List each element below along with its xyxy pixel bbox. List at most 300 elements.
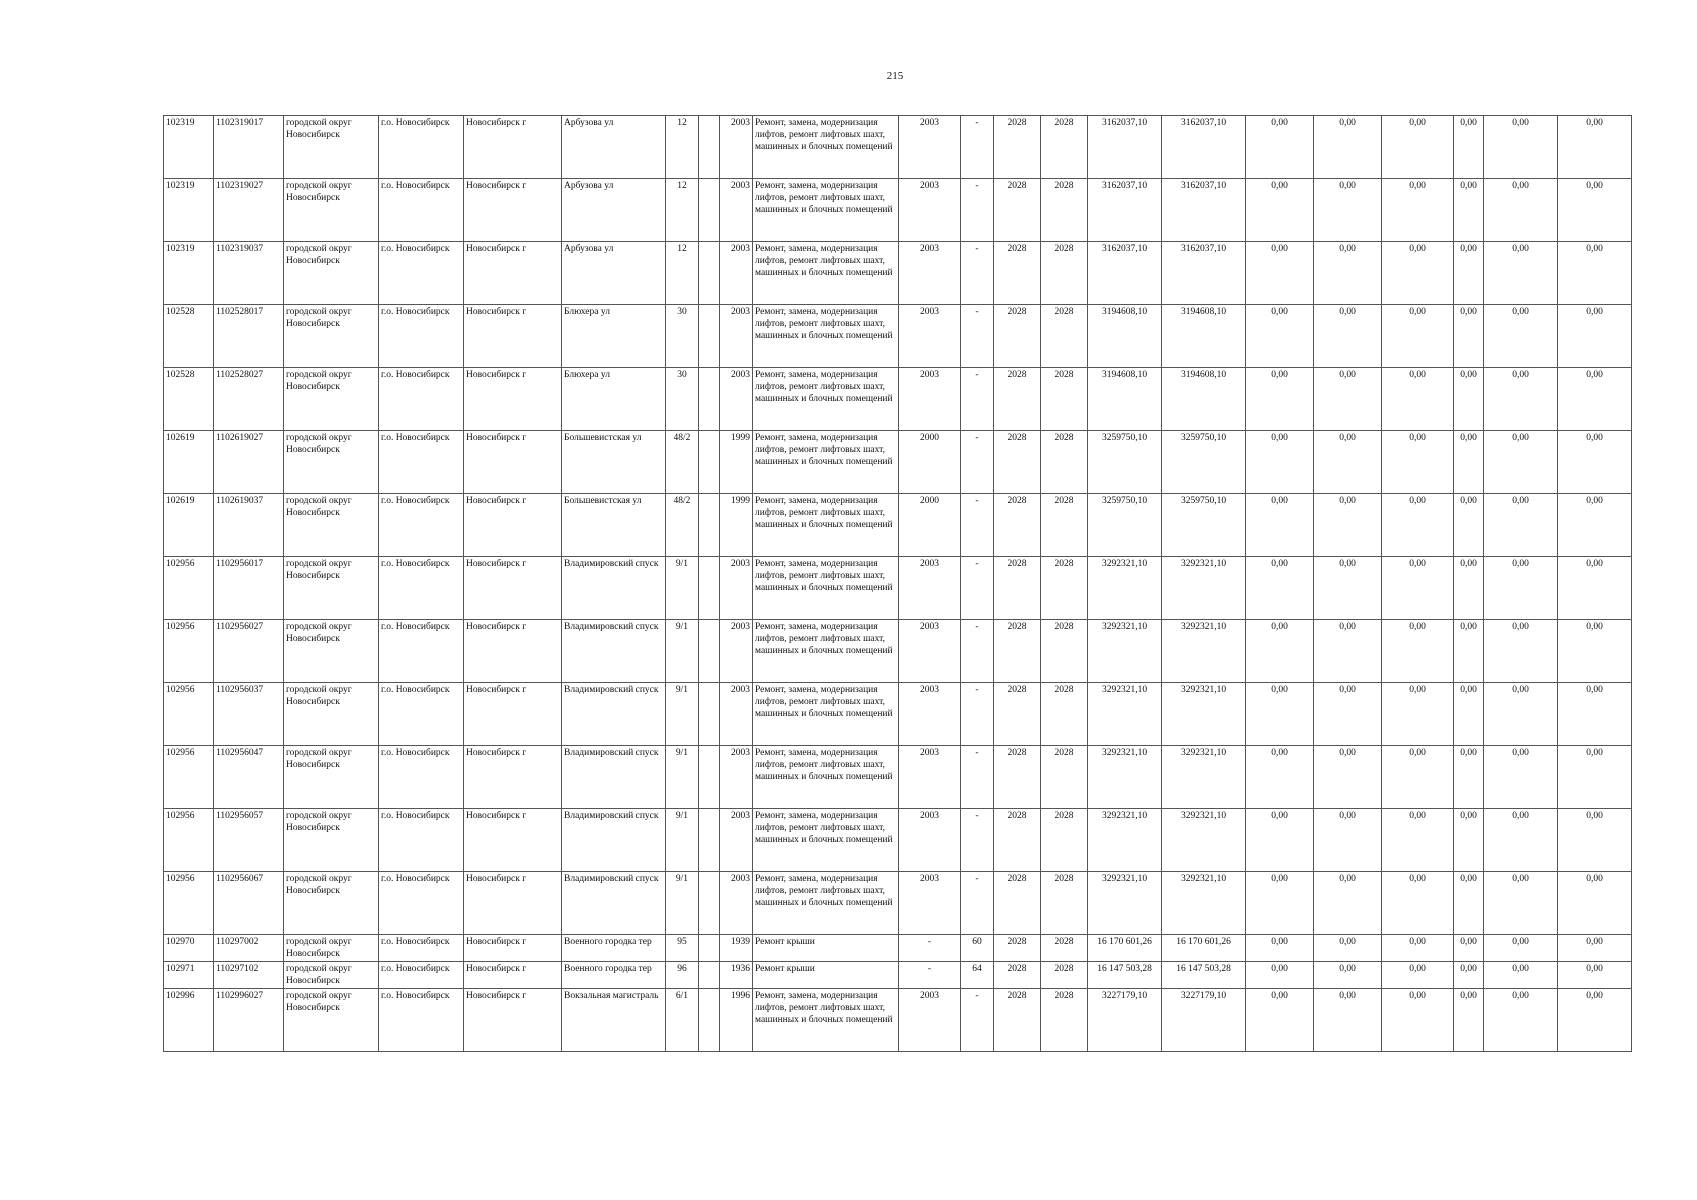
value-3-cell: 0,00 <box>1382 620 1454 683</box>
value-3-cell: 0,00 <box>1382 305 1454 368</box>
cost-total-cell: 3259750,10 <box>1088 431 1162 494</box>
city-cell: Новосибирск г <box>464 989 562 1052</box>
plan-start-year-cell: 2028 <box>994 746 1041 809</box>
value-3-cell: 0,00 <box>1382 242 1454 305</box>
cost-total-cell: 3194608,10 <box>1088 305 1162 368</box>
cost-fund-cell: 3194608,10 <box>1162 305 1246 368</box>
value-5-cell: 0,00 <box>1484 935 1558 962</box>
program-code-cell: 110297102 <box>214 962 284 989</box>
value-1-cell: 0,00 <box>1246 989 1314 1052</box>
cost-total-cell: 16 170 601,26 <box>1088 935 1162 962</box>
city-cell: Новосибирск г <box>464 368 562 431</box>
year-built-cell: 2003 <box>720 305 753 368</box>
city-cell: Новосибирск г <box>464 809 562 872</box>
street-cell: Владимировский спуск <box>562 809 666 872</box>
cost-fund-cell: 3292321,10 <box>1162 620 1246 683</box>
value-6-cell: 0,00 <box>1558 179 1632 242</box>
value-3-cell: 0,00 <box>1382 368 1454 431</box>
value-6-cell: 0,00 <box>1558 242 1632 305</box>
plan-end-year-cell: 2028 <box>1041 431 1088 494</box>
street-cell: Арбузова ул <box>562 116 666 179</box>
cost-total-cell: 3292321,10 <box>1088 872 1162 935</box>
plan-end-year-cell: 2028 <box>1041 179 1088 242</box>
city-cell: Новосибирск г <box>464 431 562 494</box>
object-id-cell: 102619 <box>164 431 214 494</box>
wear-percent-cell: - <box>961 494 994 557</box>
table-row <box>164 962 1632 989</box>
value-3-cell: 0,00 <box>1382 746 1454 809</box>
cost-total-cell: 3292321,10 <box>1088 620 1162 683</box>
cost-fund-cell: 3292321,10 <box>1162 557 1246 620</box>
table-row <box>164 494 1632 557</box>
plan-end-year-cell: 2028 <box>1041 620 1088 683</box>
street-cell: Арбузова ул <box>562 179 666 242</box>
work-year-cell: 2003 <box>899 557 961 620</box>
value-4-cell: 0,00 <box>1454 683 1484 746</box>
district-cell: городской округ Новосибирск <box>284 179 379 242</box>
municipality-cell: г.о. Новосибирск <box>379 809 464 872</box>
value-3-cell: 0,00 <box>1382 116 1454 179</box>
wear-percent-cell: - <box>961 746 994 809</box>
municipality-cell: г.о. Новосибирск <box>379 116 464 179</box>
municipality-cell: г.о. Новосибирск <box>379 179 464 242</box>
work-year-cell: 2003 <box>899 179 961 242</box>
object-id-cell: 102319 <box>164 116 214 179</box>
work-type-cell: Ремонт, замена, модернизация лифтов, ремонт лифтовых шахт, машинных и блочных помещений <box>753 431 899 494</box>
value-2-cell: 0,00 <box>1314 746 1382 809</box>
value-1-cell: 0,00 <box>1246 494 1314 557</box>
work-type-cell: Ремонт, замена, модернизация лифтов, ремонт лифтовых шахт, машинных и блочных помещений <box>753 809 899 872</box>
plan-start-year-cell: 2028 <box>994 809 1041 872</box>
district-cell: городской округ Новосибирск <box>284 368 379 431</box>
year-built-cell: 2003 <box>720 116 753 179</box>
cost-total-cell: 3162037,10 <box>1088 242 1162 305</box>
plan-start-year-cell: 2028 <box>994 305 1041 368</box>
value-3-cell: 0,00 <box>1382 989 1454 1052</box>
value-6-cell: 0,00 <box>1558 494 1632 557</box>
plan-start-year-cell: 2028 <box>994 872 1041 935</box>
house-number-cell: 9/1 <box>666 557 699 620</box>
wear-percent-cell: - <box>961 683 994 746</box>
work-type-cell: Ремонт, замена, модернизация лифтов, ремонт лифтовых шахт, машинных и блочных помещений <box>753 620 899 683</box>
program-code-cell: 1102956027 <box>214 620 284 683</box>
table-row <box>164 305 1632 368</box>
object-id-cell: 102956 <box>164 557 214 620</box>
year-built-cell: 1999 <box>720 494 753 557</box>
district-cell: городской округ Новосибирск <box>284 962 379 989</box>
cost-fund-cell: 3292321,10 <box>1162 809 1246 872</box>
house-number-cell: 95 <box>666 935 699 962</box>
street-cell: Военного городка тер <box>562 935 666 962</box>
value-6-cell: 0,00 <box>1558 962 1632 989</box>
value-2-cell: 0,00 <box>1314 962 1382 989</box>
plan-start-year-cell: 2028 <box>994 935 1041 962</box>
value-2-cell: 0,00 <box>1314 557 1382 620</box>
value-1-cell: 0,00 <box>1246 368 1314 431</box>
city-cell: Новосибирск г <box>464 683 562 746</box>
object-id-cell: 102619 <box>164 494 214 557</box>
year-built-cell: 2003 <box>720 368 753 431</box>
cost-total-cell: 3162037,10 <box>1088 179 1162 242</box>
value-6-cell: 0,00 <box>1558 116 1632 179</box>
plan-end-year-cell: 2028 <box>1041 557 1088 620</box>
district-cell: городской округ Новосибирск <box>284 242 379 305</box>
object-id-cell: 102956 <box>164 746 214 809</box>
table-row <box>164 116 1632 179</box>
cost-total-cell: 3292321,10 <box>1088 809 1162 872</box>
object-id-cell: 102971 <box>164 962 214 989</box>
cost-fund-cell: 3292321,10 <box>1162 872 1246 935</box>
work-year-cell: 2003 <box>899 872 961 935</box>
value-2-cell: 0,00 <box>1314 116 1382 179</box>
year-built-cell: 2003 <box>720 557 753 620</box>
plan-end-year-cell: 2028 <box>1041 962 1088 989</box>
value-6-cell: 0,00 <box>1558 809 1632 872</box>
municipality-cell: г.о. Новосибирск <box>379 872 464 935</box>
cost-total-cell: 3292321,10 <box>1088 557 1162 620</box>
table-row <box>164 989 1632 1052</box>
house-number-cell: 48/2 <box>666 494 699 557</box>
cost-total-cell: 3292321,10 <box>1088 683 1162 746</box>
value-5-cell: 0,00 <box>1484 872 1558 935</box>
municipality-cell: г.о. Новосибирск <box>379 620 464 683</box>
plan-end-year-cell: 2028 <box>1041 305 1088 368</box>
value-1-cell: 0,00 <box>1246 872 1314 935</box>
value-3-cell: 0,00 <box>1382 683 1454 746</box>
house-number-cell: 30 <box>666 305 699 368</box>
cost-fund-cell: 3227179,10 <box>1162 989 1246 1052</box>
work-year-cell: 2003 <box>899 809 961 872</box>
value-4-cell: 0,00 <box>1454 368 1484 431</box>
house-number-cell: 9/1 <box>666 872 699 935</box>
cost-total-cell: 3259750,10 <box>1088 494 1162 557</box>
street-cell: Владимировский спуск <box>562 620 666 683</box>
city-cell: Новосибирск г <box>464 746 562 809</box>
building-cell <box>699 683 720 746</box>
value-3-cell: 0,00 <box>1382 179 1454 242</box>
value-2-cell: 0,00 <box>1314 935 1382 962</box>
work-type-cell: Ремонт, замена, модернизация лифтов, ремонт лифтовых шахт, машинных и блочных помещений <box>753 305 899 368</box>
program-code-cell: 110297002 <box>214 935 284 962</box>
program-code-cell: 1102956037 <box>214 683 284 746</box>
district-cell: городской округ Новосибирск <box>284 935 379 962</box>
municipality-cell: г.о. Новосибирск <box>379 242 464 305</box>
object-id-cell: 102956 <box>164 683 214 746</box>
house-number-cell: 96 <box>666 962 699 989</box>
cost-total-cell: 3194608,10 <box>1088 368 1162 431</box>
cost-fund-cell: 16 170 601,26 <box>1162 935 1246 962</box>
value-1-cell: 0,00 <box>1246 431 1314 494</box>
object-id-cell: 102528 <box>164 305 214 368</box>
program-code-cell: 1102619037 <box>214 494 284 557</box>
value-5-cell: 0,00 <box>1484 179 1558 242</box>
cost-fund-cell: 3259750,10 <box>1162 431 1246 494</box>
cost-fund-cell: 3194608,10 <box>1162 368 1246 431</box>
value-4-cell: 0,00 <box>1454 431 1484 494</box>
value-2-cell: 0,00 <box>1314 305 1382 368</box>
plan-start-year-cell: 2028 <box>994 557 1041 620</box>
wear-percent-cell: - <box>961 557 994 620</box>
value-6-cell: 0,00 <box>1558 368 1632 431</box>
wear-percent-cell: - <box>961 989 994 1052</box>
building-cell <box>699 368 720 431</box>
value-5-cell: 0,00 <box>1484 242 1558 305</box>
value-3-cell: 0,00 <box>1382 809 1454 872</box>
plan-end-year-cell: 2028 <box>1041 935 1088 962</box>
plan-start-year-cell: 2028 <box>994 989 1041 1052</box>
work-type-cell: Ремонт крыши <box>753 962 899 989</box>
work-year-cell: 2003 <box>899 746 961 809</box>
program-code-cell: 1102619027 <box>214 431 284 494</box>
cost-fund-cell: 3292321,10 <box>1162 746 1246 809</box>
plan-start-year-cell: 2028 <box>994 494 1041 557</box>
street-cell: Владимировский спуск <box>562 557 666 620</box>
table-row <box>164 242 1632 305</box>
municipality-cell: г.о. Новосибирск <box>379 494 464 557</box>
value-5-cell: 0,00 <box>1484 962 1558 989</box>
street-cell: Владимировский спуск <box>562 872 666 935</box>
value-6-cell: 0,00 <box>1558 746 1632 809</box>
value-5-cell: 0,00 <box>1484 746 1558 809</box>
cost-total-cell: 3162037,10 <box>1088 116 1162 179</box>
wear-percent-cell: - <box>961 431 994 494</box>
work-type-cell: Ремонт, замена, модернизация лифтов, ремонт лифтовых шахт, машинных и блочных помещений <box>753 116 899 179</box>
value-5-cell: 0,00 <box>1484 431 1558 494</box>
city-cell: Новосибирск г <box>464 935 562 962</box>
work-type-cell: Ремонт, замена, модернизация лифтов, ремонт лифтовых шахт, машинных и блочных помещений <box>753 989 899 1052</box>
value-2-cell: 0,00 <box>1314 620 1382 683</box>
district-cell: городской округ Новосибирск <box>284 494 379 557</box>
work-type-cell: Ремонт, замена, модернизация лифтов, ремонт лифтовых шахт, машинных и блочных помещений <box>753 179 899 242</box>
plan-end-year-cell: 2028 <box>1041 746 1088 809</box>
object-id-cell: 102996 <box>164 989 214 1052</box>
value-2-cell: 0,00 <box>1314 431 1382 494</box>
value-6-cell: 0,00 <box>1558 989 1632 1052</box>
program-code-cell: 1102956017 <box>214 557 284 620</box>
street-cell: Военного городка тер <box>562 962 666 989</box>
house-number-cell: 12 <box>666 179 699 242</box>
cost-fund-cell: 3162037,10 <box>1162 179 1246 242</box>
municipality-cell: г.о. Новосибирск <box>379 557 464 620</box>
year-built-cell: 2003 <box>720 179 753 242</box>
city-cell: Новосибирск г <box>464 620 562 683</box>
wear-percent-cell: - <box>961 368 994 431</box>
wear-percent-cell: - <box>961 872 994 935</box>
value-2-cell: 0,00 <box>1314 179 1382 242</box>
city-cell: Новосибирск г <box>464 962 562 989</box>
table-row <box>164 620 1632 683</box>
program-code-cell: 1102956047 <box>214 746 284 809</box>
work-year-cell: 2003 <box>899 620 961 683</box>
value-3-cell: 0,00 <box>1382 494 1454 557</box>
value-6-cell: 0,00 <box>1558 305 1632 368</box>
value-4-cell: 0,00 <box>1454 620 1484 683</box>
house-number-cell: 9/1 <box>666 620 699 683</box>
page-number: 215 <box>886 70 904 82</box>
building-cell <box>699 935 720 962</box>
city-cell: Новосибирск г <box>464 872 562 935</box>
work-year-cell: - <box>899 935 961 962</box>
table-row <box>164 179 1632 242</box>
district-cell: городской округ Новосибирск <box>284 872 379 935</box>
table-row <box>164 368 1632 431</box>
wear-percent-cell: - <box>961 242 994 305</box>
building-cell <box>699 746 720 809</box>
value-6-cell: 0,00 <box>1558 620 1632 683</box>
street-cell: Владимировский спуск <box>562 746 666 809</box>
value-5-cell: 0,00 <box>1484 557 1558 620</box>
work-year-cell: 2003 <box>899 989 961 1052</box>
street-cell: Арбузова ул <box>562 242 666 305</box>
house-number-cell: 12 <box>666 242 699 305</box>
work-type-cell: Ремонт, замена, модернизация лифтов, ремонт лифтовых шахт, машинных и блочных помещений <box>753 368 899 431</box>
value-3-cell: 0,00 <box>1382 935 1454 962</box>
work-type-cell: Ремонт, замена, модернизация лифтов, ремонт лифтовых шахт, машинных и блочных помещений <box>753 683 899 746</box>
value-4-cell: 0,00 <box>1454 179 1484 242</box>
value-4-cell: 0,00 <box>1454 305 1484 368</box>
value-2-cell: 0,00 <box>1314 494 1382 557</box>
plan-end-year-cell: 2028 <box>1041 368 1088 431</box>
cost-fund-cell: 3259750,10 <box>1162 494 1246 557</box>
district-cell: городской округ Новосибирск <box>284 989 379 1052</box>
value-1-cell: 0,00 <box>1246 116 1314 179</box>
municipality-cell: г.о. Новосибирск <box>379 368 464 431</box>
year-built-cell: 2003 <box>720 683 753 746</box>
value-2-cell: 0,00 <box>1314 242 1382 305</box>
value-1-cell: 0,00 <box>1246 935 1314 962</box>
value-4-cell: 0,00 <box>1454 746 1484 809</box>
value-5-cell: 0,00 <box>1484 116 1558 179</box>
street-cell: Большевистская ул <box>562 494 666 557</box>
work-year-cell: 2000 <box>899 494 961 557</box>
municipality-cell: г.о. Новосибирск <box>379 989 464 1052</box>
value-3-cell: 0,00 <box>1382 431 1454 494</box>
cost-fund-cell: 3292321,10 <box>1162 683 1246 746</box>
value-6-cell: 0,00 <box>1558 557 1632 620</box>
table-row <box>164 683 1632 746</box>
cost-total-cell: 3227179,10 <box>1088 989 1162 1052</box>
value-1-cell: 0,00 <box>1246 683 1314 746</box>
street-cell: Большевистская ул <box>562 431 666 494</box>
value-4-cell: 0,00 <box>1454 494 1484 557</box>
city-cell: Новосибирск г <box>464 116 562 179</box>
work-year-cell: 2000 <box>899 431 961 494</box>
plan-start-year-cell: 2028 <box>994 116 1041 179</box>
municipality-cell: г.о. Новосибирск <box>379 935 464 962</box>
value-1-cell: 0,00 <box>1246 962 1314 989</box>
city-cell: Новосибирск г <box>464 494 562 557</box>
work-year-cell: - <box>899 962 961 989</box>
value-1-cell: 0,00 <box>1246 242 1314 305</box>
wear-percent-cell: 64 <box>961 962 994 989</box>
wear-percent-cell: - <box>961 116 994 179</box>
building-cell <box>699 431 720 494</box>
value-6-cell: 0,00 <box>1558 935 1632 962</box>
value-1-cell: 0,00 <box>1246 809 1314 872</box>
municipality-cell: г.о. Новосибирск <box>379 746 464 809</box>
value-1-cell: 0,00 <box>1246 305 1314 368</box>
program-code-cell: 1102956067 <box>214 872 284 935</box>
cost-total-cell: 16 147 503,28 <box>1088 962 1162 989</box>
value-4-cell: 0,00 <box>1454 962 1484 989</box>
value-4-cell: 0,00 <box>1454 989 1484 1052</box>
cost-fund-cell: 3162037,10 <box>1162 242 1246 305</box>
table-row <box>164 935 1632 962</box>
object-id-cell: 102319 <box>164 242 214 305</box>
value-6-cell: 0,00 <box>1558 431 1632 494</box>
year-built-cell: 2003 <box>720 620 753 683</box>
municipality-cell: г.о. Новосибирск <box>379 305 464 368</box>
work-year-cell: 2003 <box>899 683 961 746</box>
city-cell: Новосибирск г <box>464 242 562 305</box>
plan-end-year-cell: 2028 <box>1041 989 1088 1052</box>
cost-fund-cell: 3162037,10 <box>1162 116 1246 179</box>
object-id-cell: 102970 <box>164 935 214 962</box>
program-code-cell: 1102528017 <box>214 305 284 368</box>
table-row <box>164 431 1632 494</box>
value-1-cell: 0,00 <box>1246 620 1314 683</box>
value-3-cell: 0,00 <box>1382 872 1454 935</box>
building-cell <box>699 989 720 1052</box>
year-built-cell: 1936 <box>720 962 753 989</box>
house-number-cell: 9/1 <box>666 746 699 809</box>
work-type-cell: Ремонт, замена, модернизация лифтов, ремонт лифтовых шахт, машинных и блочных помещений <box>753 242 899 305</box>
plan-end-year-cell: 2028 <box>1041 872 1088 935</box>
value-2-cell: 0,00 <box>1314 368 1382 431</box>
program-code-cell: 1102528027 <box>214 368 284 431</box>
capital-repair-register-table <box>163 115 1632 1052</box>
object-id-cell: 102319 <box>164 179 214 242</box>
city-cell: Новосибирск г <box>464 557 562 620</box>
year-built-cell: 2003 <box>720 242 753 305</box>
year-built-cell: 2003 <box>720 746 753 809</box>
value-5-cell: 0,00 <box>1484 809 1558 872</box>
plan-start-year-cell: 2028 <box>994 242 1041 305</box>
municipality-cell: г.о. Новосибирск <box>379 962 464 989</box>
value-3-cell: 0,00 <box>1382 962 1454 989</box>
value-6-cell: 0,00 <box>1558 872 1632 935</box>
plan-start-year-cell: 2028 <box>994 620 1041 683</box>
object-id-cell: 102956 <box>164 872 214 935</box>
value-5-cell: 0,00 <box>1484 620 1558 683</box>
table-row <box>164 872 1632 935</box>
plan-end-year-cell: 2028 <box>1041 494 1088 557</box>
value-4-cell: 0,00 <box>1454 809 1484 872</box>
plan-start-year-cell: 2028 <box>994 179 1041 242</box>
house-number-cell: 9/1 <box>666 809 699 872</box>
house-number-cell: 48/2 <box>666 431 699 494</box>
building-cell <box>699 872 720 935</box>
value-6-cell: 0,00 <box>1558 683 1632 746</box>
building-cell <box>699 242 720 305</box>
year-built-cell: 1939 <box>720 935 753 962</box>
building-cell <box>699 809 720 872</box>
building-cell <box>699 962 720 989</box>
district-cell: городской округ Новосибирск <box>284 809 379 872</box>
building-cell <box>699 305 720 368</box>
object-id-cell: 102956 <box>164 809 214 872</box>
program-code-cell: 1102319027 <box>214 179 284 242</box>
building-cell <box>699 179 720 242</box>
value-4-cell: 0,00 <box>1454 242 1484 305</box>
program-code-cell: 1102996027 <box>214 989 284 1052</box>
object-id-cell: 102528 <box>164 368 214 431</box>
table-row <box>164 557 1632 620</box>
district-cell: городской округ Новосибирск <box>284 746 379 809</box>
building-cell <box>699 116 720 179</box>
city-cell: Новосибирск г <box>464 305 562 368</box>
house-number-cell: 30 <box>666 368 699 431</box>
